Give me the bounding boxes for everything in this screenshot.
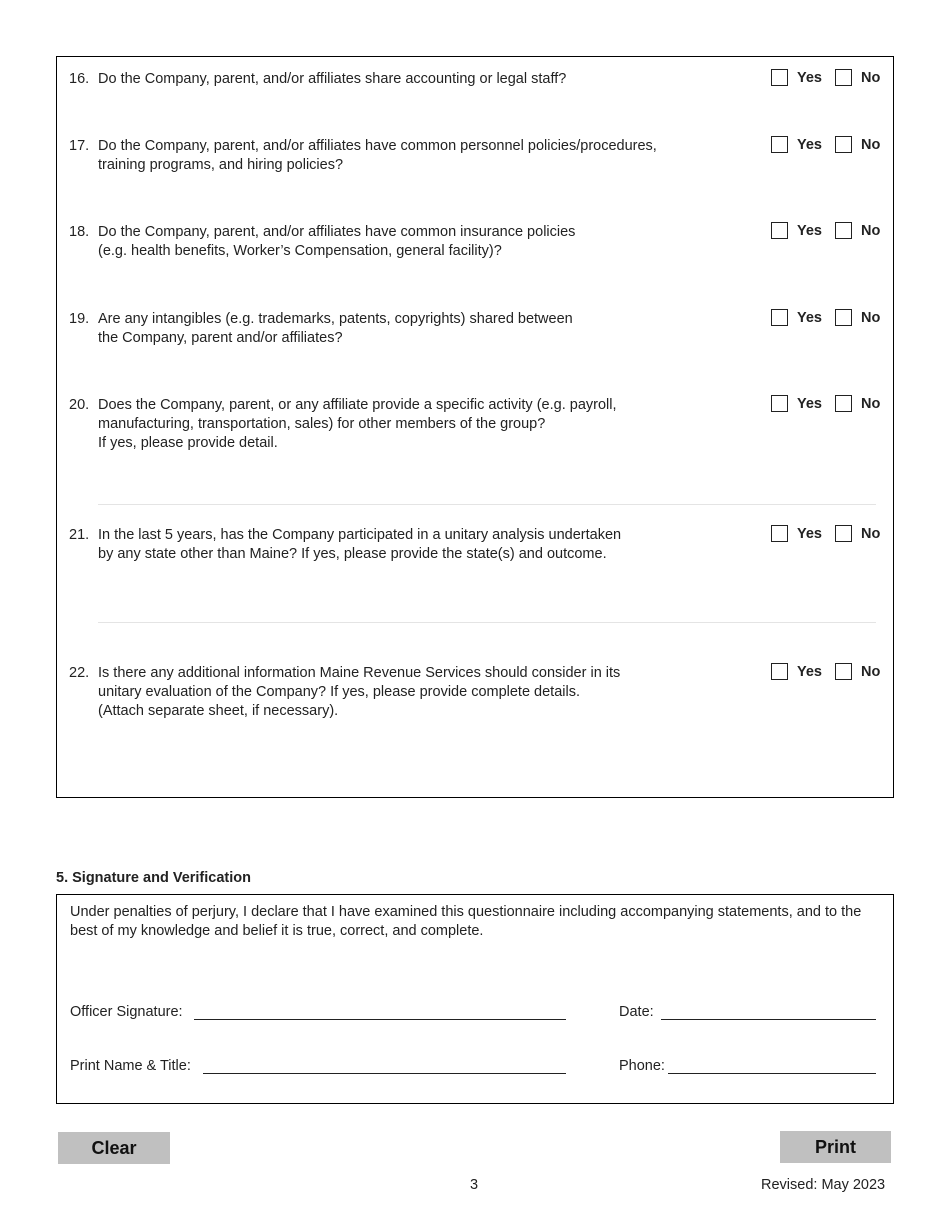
print-name-field[interactable] <box>203 1073 566 1074</box>
no-label: No <box>861 664 881 680</box>
no-label: No <box>861 70 881 86</box>
page-number: 3 <box>470 1177 479 1193</box>
question-number: 17. <box>69 138 90 154</box>
question-text-line: Is there any additional information Maine Revenue Services should consider in its <box>98 665 621 681</box>
question-18 <box>69 223 709 261</box>
q19-no-checkbox[interactable] <box>835 309 852 326</box>
question-text-line: Does the Company, parent, or any affiliate provide a specific activity (e.g. payroll, <box>98 397 617 413</box>
question-number: 19. <box>69 311 90 327</box>
date-field[interactable] <box>661 1019 876 1020</box>
q21-yes-checkbox[interactable] <box>771 525 788 542</box>
q17-no-checkbox[interactable] <box>835 136 852 153</box>
no-label: No <box>861 396 881 412</box>
signature-section <box>56 894 894 1104</box>
clear-button[interactable]: Clear <box>58 1132 170 1164</box>
q22-no-checkbox[interactable] <box>835 663 852 680</box>
question-20 <box>69 396 709 453</box>
revised-date: Revised: May 2023 <box>761 1177 886 1193</box>
question-number: 16. <box>69 71 90 87</box>
q16-no-checkbox[interactable] <box>835 69 852 86</box>
question-number: 22. <box>69 665 90 681</box>
q18-no-checkbox[interactable] <box>835 222 852 239</box>
q20-no-checkbox[interactable] <box>835 395 852 412</box>
yes-label: Yes <box>797 137 822 153</box>
q17-yes-checkbox[interactable] <box>771 136 788 153</box>
date-label: Date: <box>619 1004 654 1020</box>
q21-detail-field[interactable] <box>98 622 876 623</box>
q21-no-checkbox[interactable] <box>835 525 852 542</box>
section-title: 5. Signature and Verification <box>56 870 251 886</box>
q22-yes-checkbox[interactable] <box>771 663 788 680</box>
no-label: No <box>861 223 881 239</box>
question-21 <box>69 526 709 564</box>
q16-yes-checkbox[interactable] <box>771 69 788 86</box>
question-text-line: If yes, please provide detail. <box>98 435 278 451</box>
officer-signature-label: Officer Signature: <box>70 1004 183 1020</box>
print-button[interactable]: Print <box>780 1131 891 1163</box>
officer-signature-field[interactable] <box>194 1019 566 1020</box>
q18-yes-checkbox[interactable] <box>771 222 788 239</box>
question-text-line: (Attach separate sheet, if necessary). <box>98 703 339 719</box>
question-number: 20. <box>69 397 90 413</box>
question-number: 18. <box>69 224 90 240</box>
question-text-line: In the last 5 years, has the Company participated in a unitary analysis undertaken <box>98 527 622 543</box>
no-label: No <box>861 137 881 153</box>
questions-section <box>56 56 894 798</box>
print-name-label: Print Name & Title: <box>70 1058 191 1074</box>
question-text-line: the Company, parent and/or affiliates? <box>98 330 343 346</box>
yes-label: Yes <box>797 526 822 542</box>
question-16 <box>69 70 709 89</box>
yes-label: Yes <box>797 310 822 326</box>
question-19 <box>69 310 709 348</box>
question-text-line: Are any intangibles (e.g. trademarks, patents, copyrights) shared between <box>98 311 573 327</box>
question-text-line: (e.g. health benefits, Worker’s Compensation, general facility)? <box>98 243 502 259</box>
question-text-line: by any state other than Maine? If yes, please provide the state(s) and outcome. <box>98 546 607 562</box>
yes-label: Yes <box>797 70 822 86</box>
question-text-line: unitary evaluation of the Company? If yes, please provide complete details. <box>98 684 580 700</box>
q19-yes-checkbox[interactable] <box>771 309 788 326</box>
question-text-line: Do the Company, parent, and/or affiliates have common insurance policies <box>98 224 576 240</box>
question-text-line: training programs, and hiring policies? <box>98 157 344 173</box>
yes-label: Yes <box>797 396 822 412</box>
question-22 <box>69 664 709 721</box>
no-label: No <box>861 310 881 326</box>
perjury-declaration: Under penalties of perjury, I declare that I have examined this questionnaire including accompanying statements, and to the best of my knowledge and belief it is true, correct, and complete. <box>70 904 862 939</box>
no-label: No <box>861 526 881 542</box>
yes-label: Yes <box>797 664 822 680</box>
question-text-line: Do the Company, parent, and/or affiliates have common personnel policies/procedures, <box>98 138 657 154</box>
question-text-line: manufacturing, transportation, sales) for other members of the group? <box>98 416 546 432</box>
phone-label: Phone: <box>619 1058 665 1074</box>
yes-label: Yes <box>797 223 822 239</box>
phone-field[interactable] <box>668 1073 876 1074</box>
question-number: 21. <box>69 527 90 543</box>
question-text-line: Do the Company, parent, and/or affiliates share accounting or legal staff? <box>98 71 567 87</box>
q20-detail-field[interactable] <box>98 504 876 505</box>
q20-yes-checkbox[interactable] <box>771 395 788 412</box>
question-17 <box>69 137 709 175</box>
